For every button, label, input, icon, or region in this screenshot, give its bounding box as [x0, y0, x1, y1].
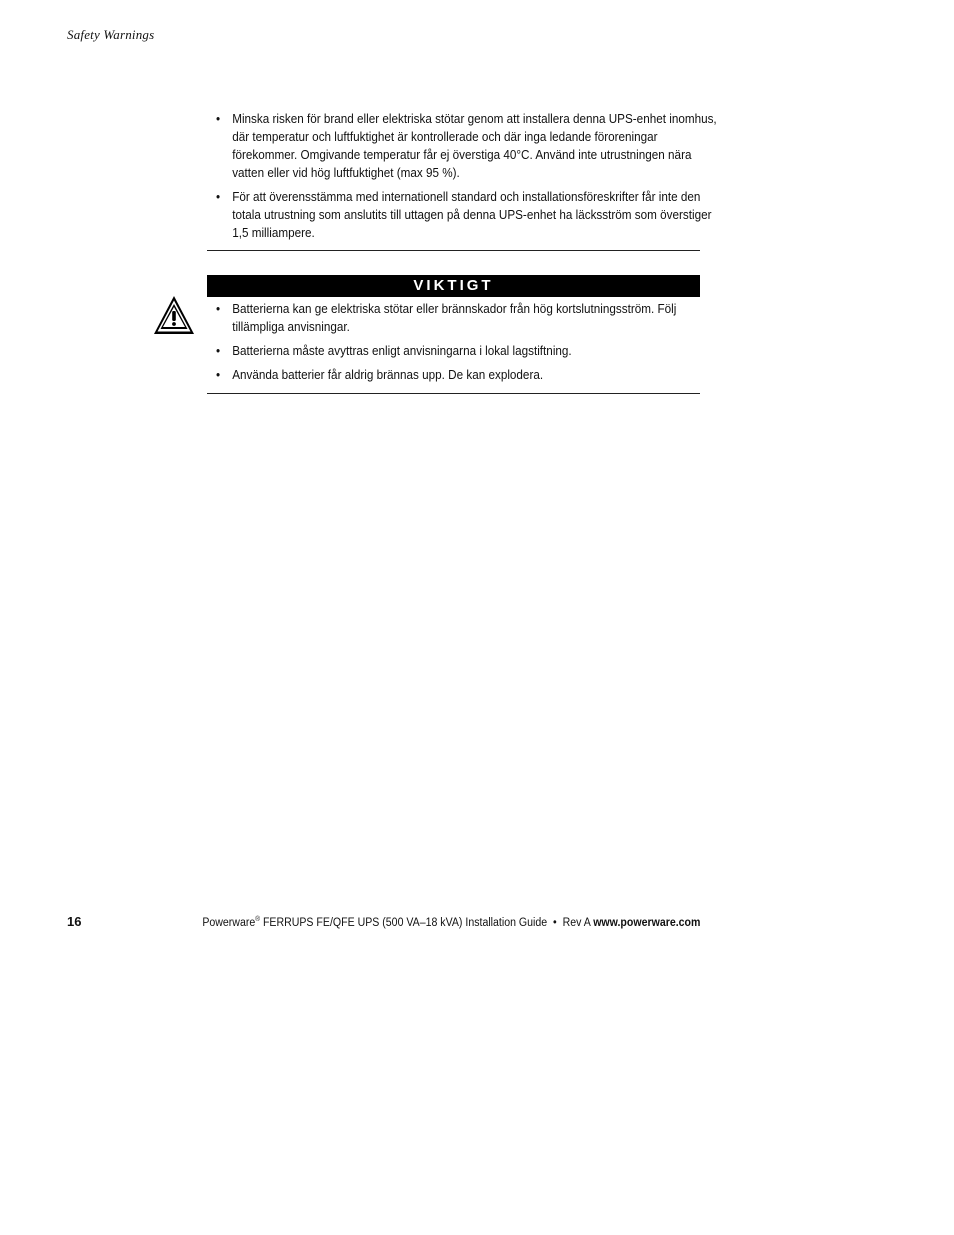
list-item	[207, 300, 725, 336]
section-divider	[207, 250, 700, 251]
list-item	[207, 366, 725, 384]
list-item-text: För att överensstämma med internationell standard och installationsföreskrifter får inte den totala utrustning som anslutits till uttagen på denna UPS-enhet ha läcksström som överstiger 1,5 milliampere.	[232, 189, 712, 240]
footer-title	[202, 916, 700, 929]
list-item-text: Minska risken för brand eller elektriska stötar genom att installera denna UPS-enhet inomhus, där temperatur och luftfuktighet är kontrollerade och där inga ledande föroreningar förekommer. Omgivande temperatur får ej överstiga 40°C. Använd inte utrustningen nära vatten eller vid hög luftfuktighet (max 95 %).	[232, 111, 717, 180]
warning-triangle-icon	[152, 294, 196, 336]
list-item	[207, 342, 725, 360]
bullet-marker: •	[216, 343, 221, 358]
footer-url: www.powerware.com	[592, 916, 700, 929]
important-bullet-list	[207, 300, 700, 390]
page-number: 16	[67, 914, 82, 929]
registered-mark: ®	[254, 916, 260, 923]
bullet-marker: •	[216, 111, 221, 126]
running-head: Safety Warnings	[67, 27, 155, 42]
bullet-marker: •	[216, 367, 221, 382]
important-banner: VIKTIGT	[207, 275, 700, 297]
footer-brand: Powerware	[201, 916, 255, 929]
bullet-marker: •	[216, 301, 221, 316]
list-item-text: Batterierna kan ge elektriska stötar eller brännskador från hög kortslutningsström. Följ tillämpliga anvisningar.	[232, 301, 677, 334]
list-item	[207, 188, 725, 242]
list-item-text: Batterierna måste avyttras enligt anvisningarna i lokal lagstiftning.	[232, 343, 572, 358]
list-item	[207, 110, 725, 182]
bullet-marker: •	[216, 189, 221, 204]
footer-guide-title: FERRUPS FE/QFE UPS (500 VA–18 kVA) Installation Guide • Rev A	[259, 916, 593, 929]
list-item-text: Använda batterier får aldrig brännas upp. De kan explodera.	[232, 367, 544, 382]
safety-bullet-list	[207, 110, 717, 248]
section-divider	[207, 393, 700, 394]
